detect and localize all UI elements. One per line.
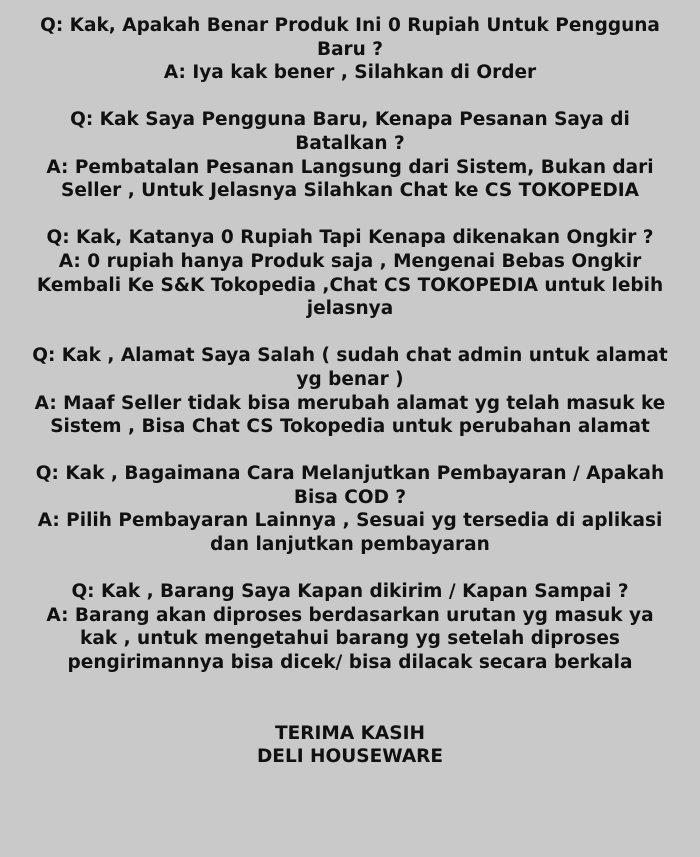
faq-answer: A: Barang akan diproses berdasarkan urutan yg masuk ya kak , untuk mengetahui barang yg setelah diproses pengirimannya bisa dicek/ bisa dilacak secara berkala (46, 604, 654, 674)
faq-item-4 (30, 344, 670, 438)
faq-item-3 (30, 226, 670, 320)
faq-question: Q: Kak, Apakah Benar Produk Ini 0 Rupiah Untuk Pengguna Baru ? (40, 15, 660, 60)
closing-block (30, 722, 670, 769)
faq-question: Q: Kak Saya Pengguna Baru, Kenapa Pesanan Saya di Batalkan ? (70, 109, 630, 154)
faq-answer: A: Iya kak bener , Silahkan di Order (163, 62, 537, 84)
faq-item-1 (30, 14, 670, 85)
faq-answer: A: Pembatalan Pesanan Langsung dari Sistem, Bukan dari Seller , Untuk Jelasnya Silahkan Chat ke CS TOKOPEDIA (46, 156, 654, 202)
faq-answer: A: 0 rupiah hanya Produk saja , Mengenai Bebas Ongkir Kembali Ke S&K Tokopedia ,Chat CS TOKOPEDIA untuk lebih jelasnya (36, 250, 664, 320)
thanks-text: TERIMA KASIH (275, 722, 425, 744)
faq-item-5 (30, 462, 670, 556)
faq-question: Q: Kak , Alamat Saya Salah ( sudah chat admin untuk alamat yg benar ) (32, 345, 668, 390)
faq-question: Q: Kak , Barang Saya Kapan dikirim / Kapan Sampai ? (71, 581, 629, 603)
faq-item-6 (30, 580, 670, 674)
faq-answer: A: Maaf Seller tidak bisa merubah alamat yg telah masuk ke Sistem , Bisa Chat CS Tokopedia untuk perubahan alamat (34, 392, 666, 438)
faq-question: Q: Kak , Bagaimana Cara Melanjutkan Pembayaran / Apakah Bisa COD ? (35, 463, 665, 508)
faq-item-2 (30, 108, 670, 202)
store-name: DELI HOUSEWARE (256, 746, 444, 768)
faq-question: Q: Kak, Katanya 0 Rupiah Tapi Kenapa dikenakan Ongkir ? (46, 227, 654, 249)
faq-answer: A: Pilih Pembayaran Lainnya , Sesuai yg tersedia di aplikasi dan lanjutkan pembayaran (37, 510, 663, 556)
